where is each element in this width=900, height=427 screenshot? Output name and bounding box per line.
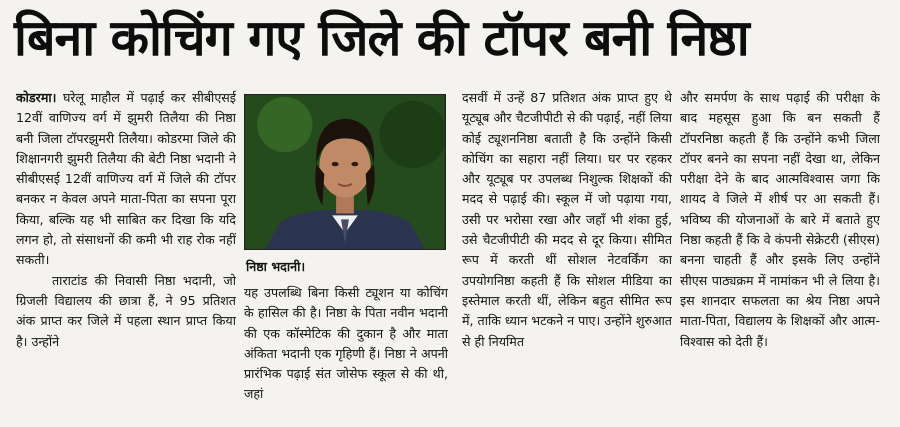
column-3-paragraph-1: दसवीं में उन्हें 87 प्रतिशत अंक प्राप्त हुए थे यूट्यूब और चैटजीपीटी से की पढ़ाई, नहीं लिया कोई ट्यूशननिष्ठा बताती है कि उन्होंने किसी कोचिंग का सहारा नहीं लिया। घर पर रहकर और यूट्यूब पर उपलब्ध निशुल्क शिक्षकों की मदद से पढ़ाई की। स्कूल में जो पढ़ाया गया, उसी पर भरोसा रखा और जहाँ भी शंका हुई, उसे चैटजीपीटी की मदद से दूर किया। सीमित रूप में करती थीं सोशल नेटवर्किंग का उपयोगनिष्ठा कहती हैं कि सोशल मीडिया का इस्तेमाल करती थीं, लेकिन बहुत सीमित रूप में, ताकि ध्यान भटकने न पाए। उन्होंने शुरुआत से ही नियमित — [462, 90, 672, 349]
dateline: कोडरमा। — [16, 90, 57, 105]
column-2-paragraph-1: यह उपलब्धि बिना किसी ट्यूशन या कोचिंग के हासिल की है। निष्ठा के पिता नवीन भदानी की एक कॉस्मेटिक की दुकान है और माता अंकिता भदानी एक गृहिणी हैं। निष्ठा ने अपनी प्रारंभिक पढ़ाई संत जोसेफ स्कूल से की थी, जहां — [244, 285, 448, 402]
article-column-3 — [462, 88, 672, 424]
headline: बिना कोचिंग गए जिले की टॉपर बनी निष्ठा — [14, 9, 749, 67]
article-column-2 — [244, 283, 448, 423]
portrait-photo — [244, 94, 446, 250]
portrait-illustration — [245, 95, 445, 249]
column-1-paragraph-2: ताराटांड की निवासी निष्ठा भदानी, जो ग्रिजली विद्यालय की छात्रा हैं, ने 95 प्रतिशत अंक प्राप्त कर जिले में पहला स्थान प्राप्त किया है। उन्होंने — [16, 272, 236, 349]
photo-caption: निष्ठा भदानी। — [246, 259, 306, 274]
article-column-4 — [680, 88, 880, 424]
column-1-text-1: घरेलू माहौल में पढ़ाई कर सीबीएसई 12वीं वाणिज्य वर्ग में झुमरी तिलैया की निष्ठा बनी जिला टॉपरझुमरी तिलैया। कोडरमा जिले की शिक्षानगरी झुमरी तिलैया की बेटी निष्ठा भदानी ने सीबीएसई 12वीं वाणिज्य वर्ग में जिले की टॉपर बनकर न केवल अपने माता-पिता का सपना पूरा किया, बल्कि यह भी साबित कर दिखा कि यदि लगन हो, तो संसाधनों की कमी भी राह रोक नहीं सकती। — [16, 90, 236, 268]
article-column-1 — [16, 88, 236, 424]
column-1-paragraph-1 — [16, 88, 236, 271]
column-4-paragraph-1: और समर्पण के साथ पढ़ाई की परीक्षा के बाद महसूस हुआ कि बन सकती हैं टॉपरनिष्ठा कहती हैं कि उन्होंने कभी जिला टॉपर बनने का सपना नहीं देखा था, लेकिन परीक्षा देने के बाद आत्मविश्वास जगा कि शायद वे जिले में शीर्ष पर आ सकती हैं। भविष्य की योजनाओं के बारे में बताते हुए निष्ठा कहती हैं कि वे कंपनी सेक्रेटरी (सीएस) बनना चाहती हैं और इसके लिए उन्होंने सीएस पाठ्यक्रम में नामांकन भी ले लिया है। इस शानदार सफलता का श्रेय निष्ठा अपने माता-पिता, विद्यालय के शिक्षकों और आत्म-विश्वास को देती हैं। — [680, 90, 880, 349]
